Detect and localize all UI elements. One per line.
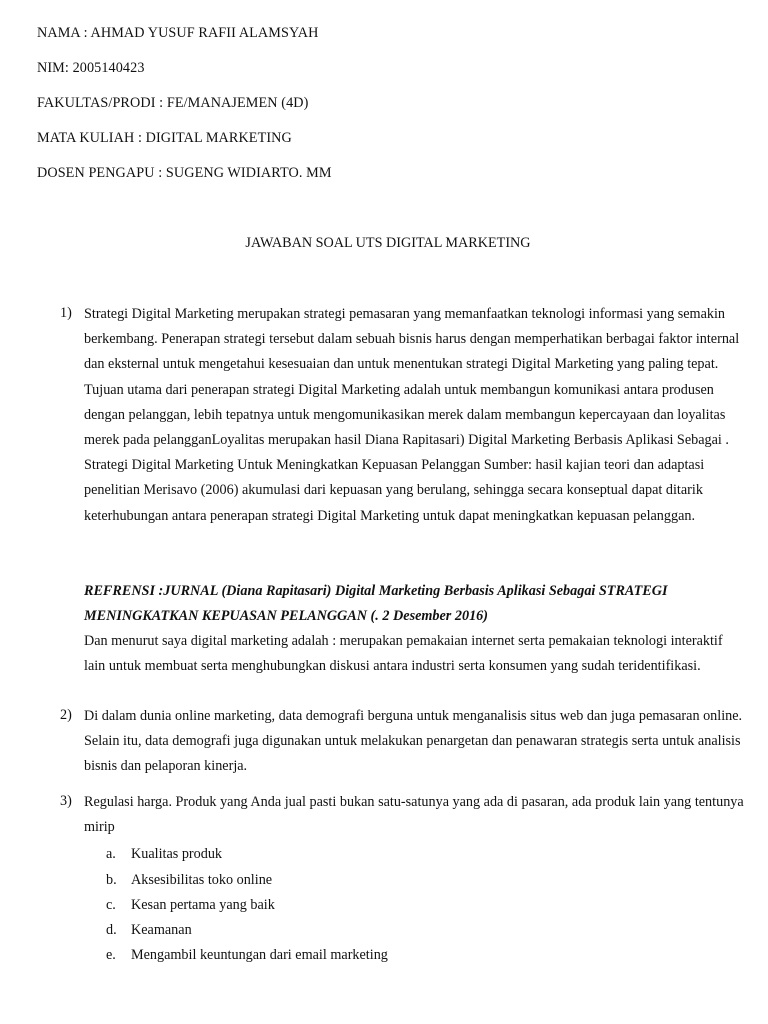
answer-3-item-b: Aksesibilitas toko online [131, 872, 273, 888]
answer-2-text: Di dalam dunia online marketing, data demografi berguna untuk menganalisis situs web dan juga pemasaran online. Selain itu, data demografi juga digunakan untuk melakukan penargetan dan penawaran strategis serta untuk analisis bisnis dan pelaporan kinerja. [84, 708, 743, 775]
answer-3-item-d: Keamanan [131, 922, 192, 938]
answer-3-text: Regulasi harga. Produk yang Anda jual pasti bukan satu-satunya yang ada di pasaran, ada produk lain yang tentunya mirip [84, 794, 744, 836]
answer-3-item-c-letter: c. [106, 897, 116, 913]
answer-3-item-a-letter: a. [106, 846, 116, 862]
answer-1-opinion: Dan menurut saya digital marketing adalah : merupakan pemakaian internet serta pemakaian teknologi interaktif lain untuk membuat serta menghubungkan diskusi antara industri serta konsumen yang sudah teridentifikasi. [84, 633, 723, 675]
answer-2-number: 2) [60, 707, 72, 723]
student-id: NIM: 2005140423 [37, 60, 145, 76]
document-title: JAWABAN SOAL UTS DIGITAL MARKETING [245, 235, 531, 251]
answer-1-reference: REFRENSI :JURNAL (Diana Rapitasari) Digital Marketing Berbasis Aplikasi Sebagai STRATEGI MENINGKATKAN KEPUASAN PELANGGAN (. 2 Desember 2016) [84, 583, 668, 625]
course-name: MATA KULIAH : DIGITAL MARKETING [37, 130, 292, 146]
answer-1-number: 1) [60, 305, 72, 321]
answer-1-text: Strategi Digital Marketing merupakan strategi pemasaran yang memanfaatkan teknologi informasi yang semakin berkembang. Penerapan strategi tersebut dalam sebuah bisnis harus dengan memperhatikan berbagai faktor internal dan eksternal untuk mengetahui kesesuaian dan untuk menentukan strategi Digital Marketing yang paling tepat. Tujuan utama dari penerapan strategi Digital Marketing adalah untuk membangun komunikasi antara produsen dengan pelanggan, lebih tepatnya untuk mengomunikasikan merek dalam membangun kepercayaan dan loyalitas merek pada pelangganLoyalitas merupakan hasil Diana Rapitasari) Digital Marketing Berbasis Aplikasi Sebagai . Strategi Digital Marketing Untuk Meningkatkan Kepuasan Pelanggan Sumber: hasil kajian teori dan adaptasi penelitian Merisavo (2006) akumulasi dari kepuasan yang berulang, sehingga secara konseptual dapat ditarik keterhubungan antara penerapan strategi Digital Marketing untuk dapat meningkatkan kepuasan pelanggan. [84, 306, 740, 524]
answer-3-item-b-letter: b. [106, 872, 117, 888]
answer-3-item-a: Kualitas produk [131, 846, 223, 862]
answer-3-item-e: Mengambil keuntungan dari email marketing [131, 947, 388, 963]
answer-3-number: 3) [60, 793, 72, 809]
answer-3-item-e-letter: e. [106, 947, 116, 963]
faculty-program: FAKULTAS/PRODI : FE/MANAJEMEN (4D) [37, 95, 309, 111]
answer-3-item-d-letter: d. [106, 922, 117, 938]
lecturer-name: DOSEN PENGAPU : SUGENG WIDIARTO. MM [37, 165, 332, 181]
answer-3-item-c: Kesan pertama yang baik [131, 897, 275, 913]
student-name: NAMA : AHMAD YUSUF RAFII ALAMSYAH [37, 25, 319, 41]
